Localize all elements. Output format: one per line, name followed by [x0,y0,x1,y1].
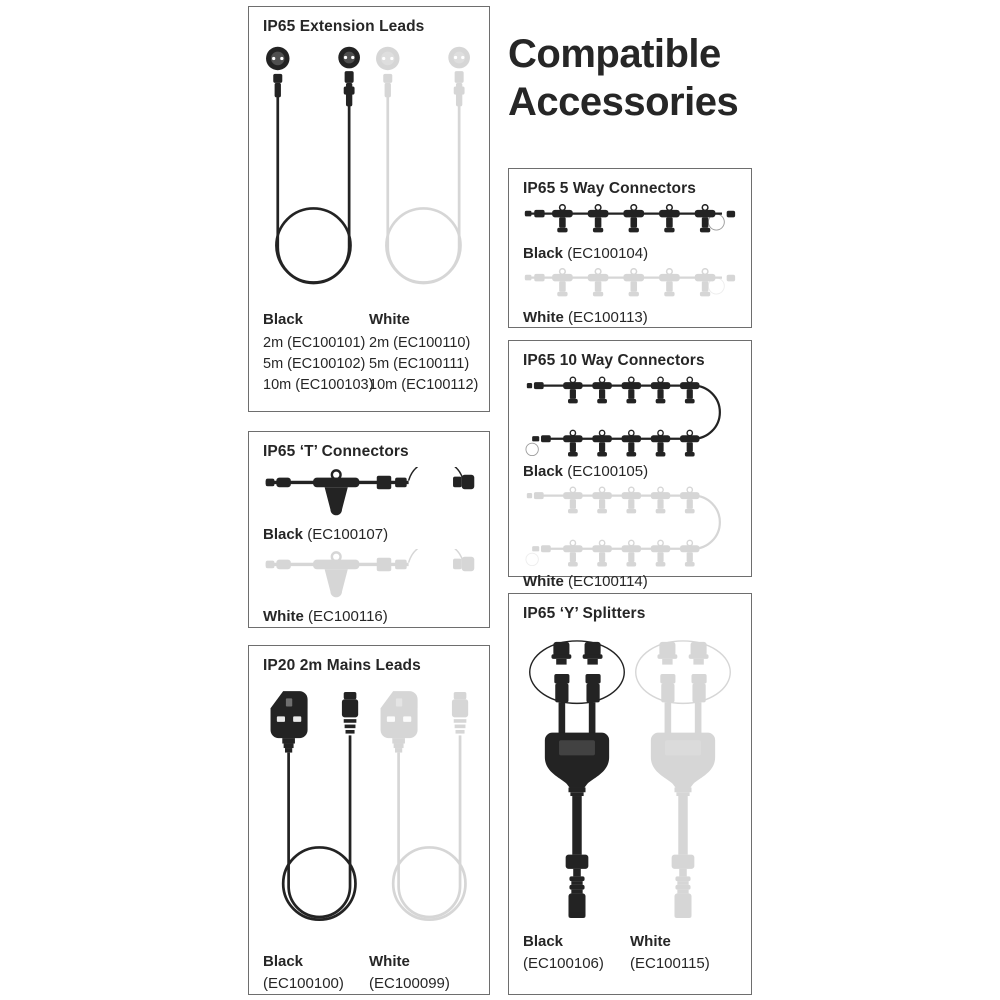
variant-code: (EC100113) [568,309,648,326]
variant-column-white [369,311,479,396]
mains-lead-black-illustration [263,683,363,945]
5-way-connector-white-illustration [523,268,737,306]
extension-lead-white-illustration [373,44,473,306]
y-splitter-black-illustration [525,633,629,925]
section-title: IP65 Extension Leads [263,18,425,35]
variant-label-white [523,573,737,590]
variant-label-black [523,245,737,262]
size-option: 2m (EC100101) [263,335,366,351]
section-t-connectors [248,431,490,628]
size-option: 5m (EC100102) [263,356,366,372]
section-title: IP65 ‘T’ Connectors [263,443,409,460]
variant-column-white [369,951,475,994]
variant-name: White [523,573,564,590]
variant-label-black [523,463,737,480]
t-connector-black-illustration [263,467,477,523]
variant-label-white [523,309,737,326]
mains-leads-illustrations [263,679,475,945]
page-title: Compatible Accessories [508,32,739,124]
variant-column-black [523,931,630,974]
variant-name: Black [263,526,304,543]
variant-column-white [630,931,737,974]
variant-code: (EC100114) [568,573,648,590]
variant-label-white [263,608,475,625]
extension-leads-variants [263,311,479,396]
section-title: IP65 5 Way Connectors [523,180,696,197]
mains-lead-white-illustration [373,683,473,945]
section-5-way-connectors [508,168,752,328]
size-option: 10m (EC100112) [369,377,479,393]
size-option: 2m (EC100110) [369,335,471,351]
variant-name: Black [263,311,304,328]
size-option: 10m (EC100103) [263,377,374,393]
variant-name: Black [523,245,564,262]
variant-label-black [263,526,475,543]
y-splitter-white-illustration [631,633,735,925]
section-title: IP20 2m Mains Leads [263,657,421,674]
variant-name: White [369,311,410,328]
y-splitter-illustrations [523,627,737,925]
section-10-way-connectors [508,340,752,590]
y-splitter-variants [523,931,737,974]
variant-code: (EC100104) [567,245,649,262]
variant-column-black [263,311,374,396]
mains-leads-variants [263,951,475,994]
section-y-splitters [508,593,752,995]
10-way-connector-black-illustration [525,375,727,460]
extension-lead-black-illustration [263,44,363,306]
variant-name: Black [523,463,564,480]
variant-code: (EC100105) [567,463,649,480]
variant-name: Black [263,953,304,970]
size-option: 5m (EC100111) [369,356,470,372]
5-way-connector-black-illustration [523,204,737,242]
variant-code: (EC100116) [308,608,388,625]
variant-name: White [630,933,671,950]
variant-code: (EC100115) [630,955,710,972]
variant-code: (EC100106) [523,955,604,972]
variant-code: (EC100107) [307,526,389,543]
variant-name: White [369,953,410,970]
section-extension-leads [248,6,490,412]
variant-code: (EC100099) [369,975,450,992]
variant-name: White [523,309,564,326]
extension-leads-illustrations [263,40,475,306]
variant-column-black [263,951,369,994]
section-title: IP65 ‘Y’ Splitters [523,605,646,622]
variant-code: (EC100100) [263,975,344,992]
t-connector-white-illustration [263,549,477,605]
variant-name: Black [523,933,564,950]
variant-name: White [263,608,304,625]
section-mains-leads [248,645,490,995]
section-title: IP65 10 Way Connectors [523,352,705,369]
10-way-connector-white-illustration [525,485,727,570]
